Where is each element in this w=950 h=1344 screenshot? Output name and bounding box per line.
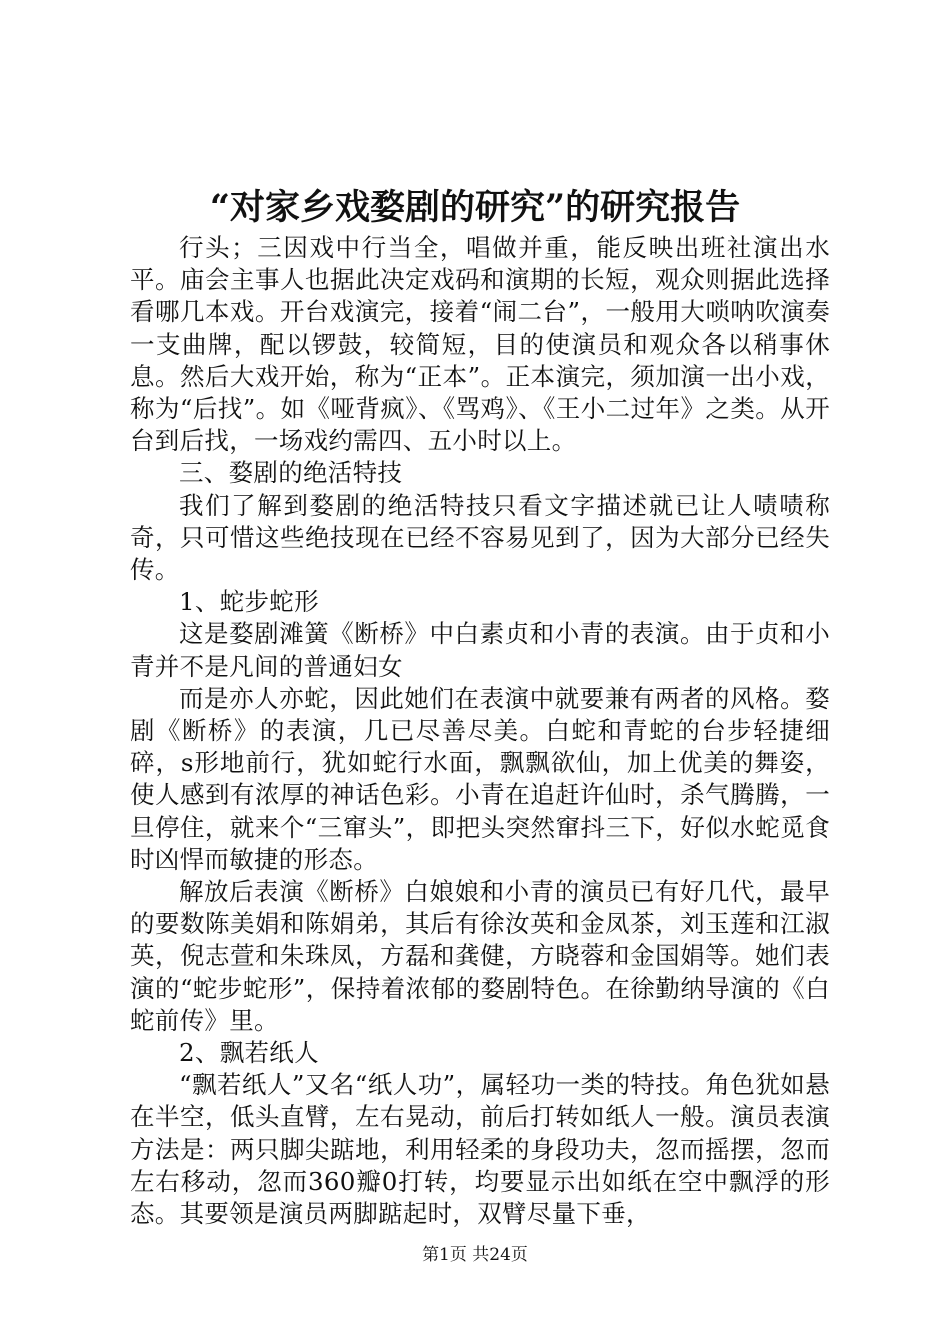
document-body [130, 232, 830, 1230]
section-heading: 三、婺剧的绝活特技 [179, 458, 403, 488]
page-footer: 第1页 共24页 [422, 1245, 528, 1265]
paragraph: 而是亦人亦蛇，因此她们在表演中就要兼有两者的风格。婺剧《断桥》的表演，几已尽善尽美。白蛇和青蛇的台步轻捷细碎，s形地前行，犹如蛇行水面，飘飘欲仙，加上优美的舞姿，使人感到有浓厚的神话色彩。小青在追赶许仙时，杀气腾腾，一旦停住，就来个“三窜头”，即把头突然窜抖三下，好似水蛇觅食时凶悍而敏捷的形态。 [130, 683, 830, 874]
paragraph: 行头；三因戏中行当全，唱做并重，能反映出班社演出水平。庙会主事人也据此决定戏码和演期的长短，观众则据此选择看哪几本戏。开台戏演完，接着“闹二台”，一般用大唢呐吹演奏一支曲牌，配以锣鼓，较简短，目的使演员和观众各以稍事休息。然后大戏开始，称为“正本”。正本演完，须加演一出小戏，称为“后找”。如《哑背疯》、《骂鸡》、《王小二过年》之类。从开台到后找，一场戏约需四、五小时以上。 [130, 233, 830, 456]
paragraph: 我们了解到婺剧的绝活特技只看文字描述就已让人啧啧称奇，只可惜这些绝技现在已经不容易见到了，因为大部分已经失传。 [130, 490, 830, 585]
paragraph: “飘若纸人”又名“纸人功”，属轻功一类的特技。角色犹如悬在半空，低头直臂，左右晃动，前后打转如纸人一般。演员表演方法是：两只脚尖踮地，利用轻柔的身段功夫，忽而摇摆，忽而左右移动，忽而360瓣0打转，均要显示出如纸在空中飘浮的形态。其要领是演员两脚踮起时，双臂尽量下垂， [130, 1070, 830, 1229]
paragraph: 解放后表演《断桥》白娘娘和小青的演员已有好几代，最早的要数陈美娟和陈娟弟，其后有徐汝英和金凤茶，刘玉莲和江淑英，倪志萱和朱珠凤，方磊和龚健，方晓蓉和金国娟等。她们表演的“蛇步蛇形”，保持着浓郁的婺剧特色。在徐勤纳导演的《白蛇前传》里。 [130, 877, 830, 1035]
subsection-heading: 1、蛇步蛇形 [179, 587, 319, 617]
paragraph: 这是婺剧滩簧《断桥》中白素贞和小青的表演。由于贞和小青并不是凡间的普通妇女 [130, 619, 830, 681]
subsection-heading: 2、飘若纸人 [179, 1038, 319, 1068]
document-title: “对家乡戏婺剧的研究”的研究报告 [209, 187, 741, 228]
